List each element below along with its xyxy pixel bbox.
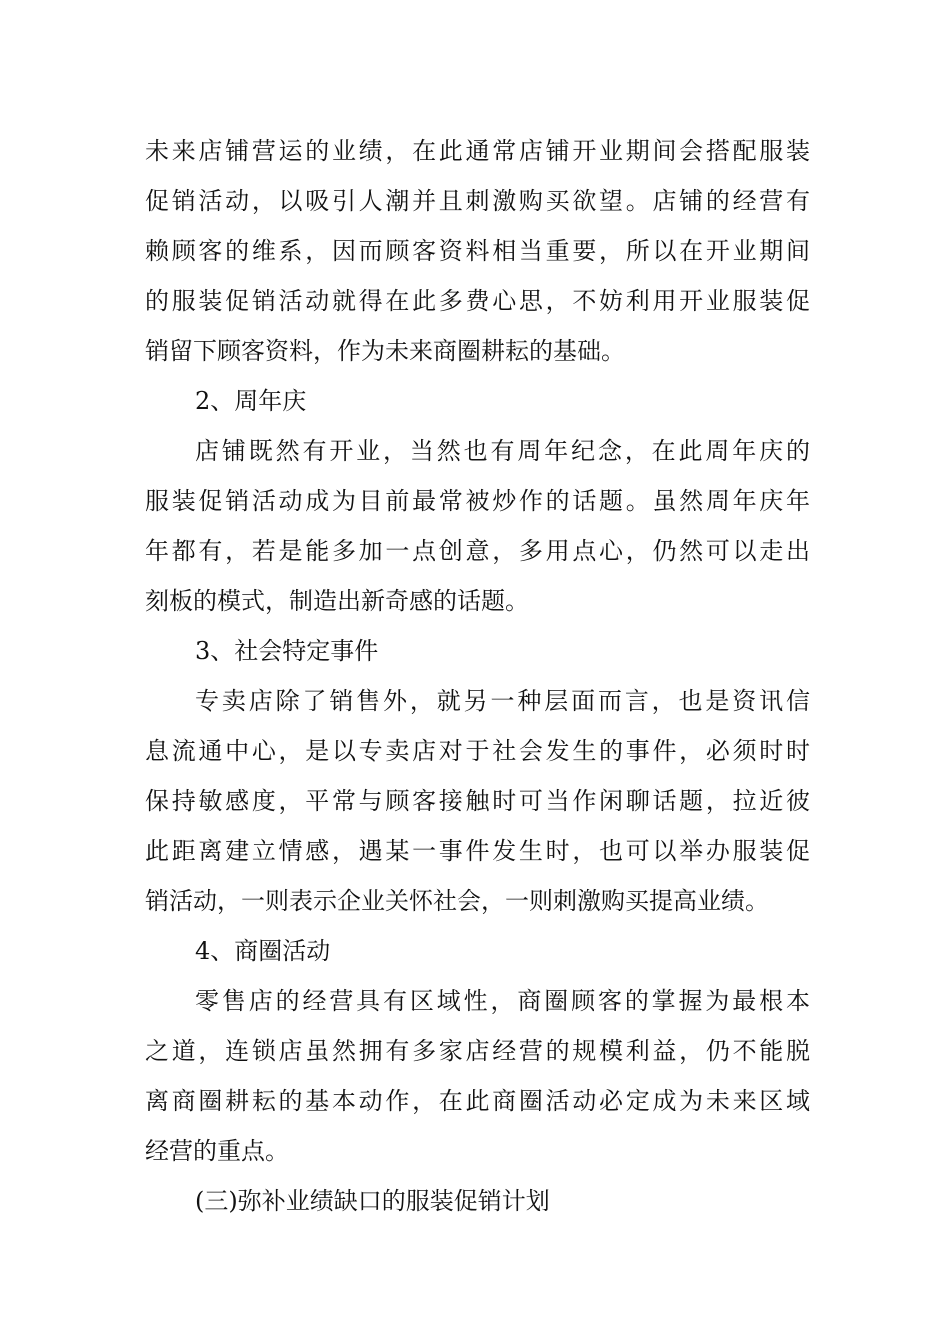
text-line: 之道，连锁店虽然拥有多家店经营的规模利益，仍不能脱 (145, 1037, 810, 1065)
heading-text: 3、社会特定事件 (195, 637, 379, 665)
text-line: 离商圈耕耘的基本动作，在此商圈活动必定成为未来区域 (145, 1087, 810, 1115)
text-line: 销留下顾客资料，作为未来商圈耕耘的基础。 (145, 337, 625, 365)
text-line: 未来店铺营运的业绩，在此通常店铺开业期间会搭配服装 (145, 137, 810, 165)
text-line: 保持敏感度，平常与顾客接触时可当作闲聊话题，拉近彼 (145, 787, 810, 815)
text-line: 的服装促销活动就得在此多费心思，不妨利用开业服装促 (145, 287, 810, 315)
heading-text: 2、周年庆 (195, 387, 307, 415)
document-body (145, 126, 810, 1226)
section-heading (145, 1176, 810, 1226)
text-line: 赖顾客的维系，因而顾客资料相当重要，所以在开业期间 (145, 237, 810, 265)
paragraph (145, 126, 810, 376)
text-line: 此距离建立情感，遇某一事件发生时，也可以举办服装促 (145, 837, 810, 865)
text-line: 刻板的模式，制造出新奇感的话题。 (145, 587, 529, 615)
text-line: 息流通中心，是以专卖店对于社会发生的事件，必须时时 (145, 737, 810, 765)
section-heading (145, 926, 810, 976)
text-line: 销活动，一则表示企业关怀社会，一则刺激购买提高业绩。 (145, 887, 769, 915)
text-line: 零售店的经营具有区域性，商圈顾客的掌握为最根本 (195, 987, 810, 1015)
text-line: 经营的重点。 (145, 1137, 289, 1165)
text-line: 服装促销活动成为目前最常被炒作的话题。虽然周年庆年 (145, 487, 810, 515)
text-line: 促销活动，以吸引人潮并且刺激购买欲望。店铺的经营有 (145, 187, 810, 215)
text-line: 年都有，若是能多加一点创意，多用点心，仍然可以走出 (145, 537, 810, 565)
text-line: 店铺既然有开业，当然也有周年纪念，在此周年庆的 (195, 437, 810, 465)
text-line: 专卖店除了销售外，就另一种层面而言，也是资讯信 (195, 687, 810, 715)
section-heading (145, 376, 810, 426)
heading-text: 4、商圈活动 (195, 937, 331, 965)
heading-text: (三)弥补业绩缺口的服装促销计划 (195, 1187, 550, 1215)
paragraph (145, 676, 810, 926)
paragraph (145, 976, 810, 1176)
paragraph (145, 426, 810, 626)
section-heading (145, 626, 810, 676)
